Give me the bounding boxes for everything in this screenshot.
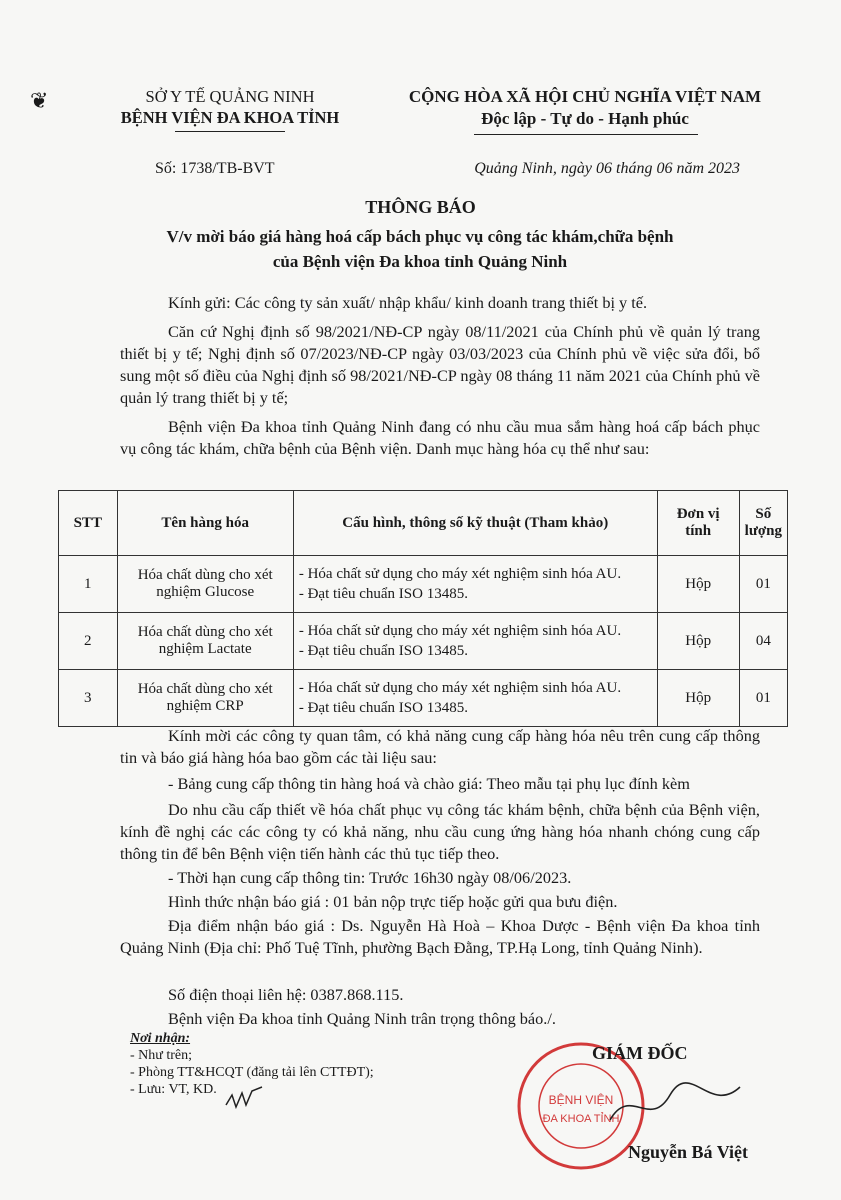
document-number: Số: 1738/TB-BVT xyxy=(155,160,275,177)
stamp-text-1: BỆNH VIỆN xyxy=(548,1093,614,1107)
subject-line-2: của Bệnh viện Đa khoa tỉnh Quảng Ninh xyxy=(272,252,568,271)
document-subject xyxy=(60,224,780,274)
row-spec xyxy=(293,613,657,670)
row-stt: 1 xyxy=(59,556,118,613)
greeting: Kính gửi: Các công ty sản xuất/ nhập khẩu/ kinh doanh trang thiết bị y tế. xyxy=(168,293,648,312)
legal-basis: Căn cứ Nghị định số 98/2021/NĐ-CP ngày 08/11/2021 của Chính phủ về quản lý trang thiết bị y tế; Nghị định số 07/2023/NĐ-CP ngày 03/03/2023 của Chính phủ về việc sửa đổi, bổ sung một số điều của Nghị định số 98/2021/NĐ-CP ngày 08 tháng 11 năm 2021 của Chính phủ về quản lý trang thiết bị y tế; xyxy=(120,322,760,407)
row-name: Hóa chất dùng cho xét nghiệm Lactate xyxy=(117,613,293,670)
row-qty: 04 xyxy=(739,613,787,670)
submission-place: Địa điểm nhận báo giá : Ds. Nguyễn Hà Hoà – Khoa Dược - Bệnh viện Đa khoa tỉnh Quảng Ninh (Địa chỉ: Phố Tuệ Tĩnh, phường Bạch Đằng, TP.Hạ Long, tỉnh Quảng Ninh). xyxy=(120,916,760,957)
recipient-item: - Phòng TT&HCQT (đăng tải lên CTTĐT); xyxy=(130,1065,374,1080)
row-spec-line-1: - Hóa chất sử dụng cho máy xét nghiệm sinh hóa AU. xyxy=(298,566,622,582)
recipient-item: - Như trên; xyxy=(130,1048,193,1063)
corner-mark-icon: ❦ xyxy=(30,88,49,113)
row-spec-line-2: - Đạt tiêu chuẩn ISO 13485. xyxy=(298,586,468,602)
closing: Bệnh viện Đa khoa tỉnh Quảng Ninh trân trọng thông báo./. xyxy=(168,1009,556,1028)
national-name: CỘNG HÒA XÃ HỘI CHỦ NGHĨA VIỆT NAM xyxy=(408,87,762,106)
issuer-department: SỞ Y TẾ QUẢNG NINH xyxy=(145,87,315,106)
header-unit: Đơn vị tính xyxy=(657,491,739,556)
recipients-title: Nơi nhận: xyxy=(130,1031,191,1046)
motto-underline xyxy=(474,134,698,135)
row-unit: Hộp xyxy=(657,613,739,670)
signer-name: Nguyễn Bá Việt xyxy=(628,1142,749,1162)
table-row xyxy=(59,670,788,727)
row-name: Hóa chất dùng cho xét nghiệm CRP xyxy=(117,670,293,727)
required-documents: - Bảng cung cấp thông tin hàng hoá và chào giá: Theo mẫu tại phụ lục đính kèm xyxy=(168,774,690,793)
contact-phone: Số điện thoại liên hệ: 0387.868.115. xyxy=(168,985,404,1004)
table-row xyxy=(59,613,788,670)
row-stt: 3 xyxy=(59,670,118,727)
header-spec: Cấu hình, thông số kỹ thuật (Tham khảo) xyxy=(293,491,657,556)
row-unit: Hộp xyxy=(657,670,739,727)
issuer-block xyxy=(95,86,365,128)
document-date: Quảng Ninh, ngày 06 tháng 06 năm 2023 xyxy=(474,160,740,177)
subject-line-1: V/v mời báo giá hàng hoá cấp bách phục vụ công tác khám,chữa bệnh xyxy=(166,227,674,246)
header-qty: Số lượng xyxy=(739,491,787,556)
recipient-item: - Lưu: VT, KD. xyxy=(130,1082,217,1097)
row-qty: 01 xyxy=(739,556,787,613)
row-qty: 01 xyxy=(739,670,787,727)
submission-form: Hình thức nhận báo giá : 01 bản nộp trực tiếp hoặc gửi qua bưu điện. xyxy=(168,892,618,911)
row-spec xyxy=(293,670,657,727)
signature-scribble-icon xyxy=(600,1075,750,1135)
header-stt: STT xyxy=(59,491,118,556)
row-stt: 2 xyxy=(59,613,118,670)
national-motto: Độc lập - Tự do - Hạnh phúc xyxy=(481,109,689,128)
goods-table xyxy=(58,490,788,727)
row-spec-line-1: - Hóa chất sử dụng cho máy xét nghiệm sinh hóa AU. xyxy=(298,680,622,696)
initials-scribble-icon xyxy=(222,1083,272,1113)
urgency-note: Do nhu cầu cấp thiết về hóa chất phục vụ công tác khám bệnh, chữa bệnh của Bệnh viện, kính đề nghị các các công ty có khả năng, nhu cầu cung ứng hàng hóa nhanh chóng cung cấp thông tin để bên Bệnh viện tiến hành các thủ tục tiếp theo. xyxy=(120,800,760,863)
row-unit: Hộp xyxy=(657,556,739,613)
row-spec-line-2: - Đạt tiêu chuẩn ISO 13485. xyxy=(298,643,468,659)
table-row xyxy=(59,556,788,613)
row-spec-line-1: - Hóa chất sử dụng cho máy xét nghiệm sinh hóa AU. xyxy=(298,623,622,639)
need-statement: Bệnh viện Đa khoa tỉnh Quảng Ninh đang có nhu cầu mua sắm hàng hoá cấp bách phục vụ công tác khám, chữa bệnh của Bệnh viện. Danh mục hàng hóa cụ thể như sau: xyxy=(120,417,760,458)
row-name: Hóa chất dùng cho xét nghiệm Glucose xyxy=(117,556,293,613)
header-name: Tên hàng hóa xyxy=(117,491,293,556)
stamp-text-2: ĐA KHOA TỈNH xyxy=(542,1113,620,1125)
national-header xyxy=(380,86,790,130)
signer-title: GIÁM ĐỐC xyxy=(592,1043,688,1063)
row-spec xyxy=(293,556,657,613)
deadline: - Thời hạn cung cấp thông tin: Trước 16h30 ngày 08/06/2023. xyxy=(168,868,572,887)
issuer-underline xyxy=(175,131,285,132)
issuer-hospital: BỆNH VIỆN ĐA KHOA TỈNH xyxy=(120,108,340,127)
document-title: THÔNG BÁO xyxy=(365,197,476,217)
row-spec-line-2: - Đạt tiêu chuẩn ISO 13485. xyxy=(298,700,468,716)
table-header-row xyxy=(59,491,788,556)
invitation: Kính mời các công ty quan tâm, có khả năng cung cấp hàng hóa nêu trên cung cấp thông tin và báo giá hàng hóa bao gồm các tài liệu sau: xyxy=(120,726,760,767)
